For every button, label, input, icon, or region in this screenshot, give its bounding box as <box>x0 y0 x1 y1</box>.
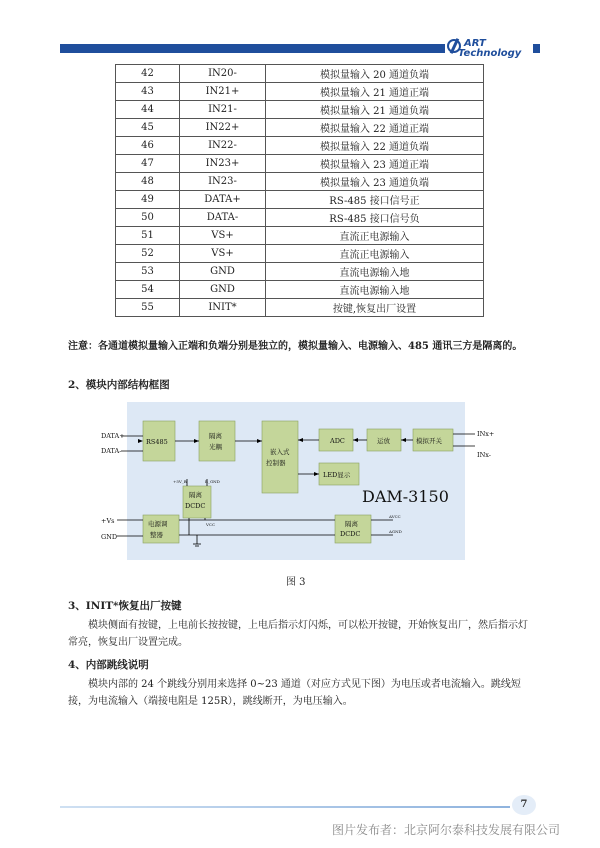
pin-number-cell: 47 <box>116 155 180 173</box>
company-logo <box>447 38 532 60</box>
mcu-block <box>262 421 298 493</box>
in-plus-label: INx+ <box>477 430 494 438</box>
section-3-title: 3、INIT*恢复出厂按键 <box>68 600 182 612</box>
pin-function-cell: 模拟量输入 21 通道正端 <box>266 83 484 101</box>
pin-function-cell: 直流正电源输入 <box>266 245 484 263</box>
pin-function-cell: RS-485 接口信号负 <box>266 209 484 227</box>
pin-function-cell: 按键,恢复出厂设置 <box>266 299 484 317</box>
pin-number-cell: 46 <box>116 137 180 155</box>
regulator-label-2: 整器 <box>150 531 163 539</box>
pin-name-cell: GND <box>180 263 266 281</box>
page-number: 7 <box>512 795 536 815</box>
pin-name-cell: GND <box>180 281 266 299</box>
logo-line2: Technology <box>458 48 522 59</box>
publisher-watermark: 图片发布者：北京阿尔泰科技发展有限公司 <box>332 823 561 837</box>
pin-number-cell: 53 <box>116 263 180 281</box>
model-label: DAM-3150 <box>362 487 449 506</box>
section-3-body: 模块侧面有按键，上电前长按按键，上电后指示灯闪烁，可以松开按键，开始恢复出厂，然后指示灯常亮，恢复出厂设置完成。 <box>68 620 528 648</box>
table-row <box>116 155 484 173</box>
opto-label-1: 隔离 <box>209 432 222 440</box>
table-row <box>116 83 484 101</box>
dcdc-label-2: DCDC <box>185 502 206 510</box>
in-minus-label: INx- <box>477 451 492 459</box>
pin-name-cell: IN21+ <box>180 83 266 101</box>
isolation-note: 注意：各通道模拟量输入正端和负端分别是独立的，模拟量输入、电源输入、485 通讯三方是隔离的。 <box>68 341 523 352</box>
vcc-label: VCC <box>206 522 216 527</box>
pin-name-cell: DATA- <box>180 209 266 227</box>
pin-number-cell: 48 <box>116 173 180 191</box>
pin-name-cell: DATA+ <box>180 191 266 209</box>
pin-number-cell: 49 <box>116 191 180 209</box>
agnd-label: AGND <box>389 529 402 534</box>
pin-number-cell: 42 <box>116 65 180 83</box>
table-row <box>116 245 484 263</box>
table-row <box>116 263 484 281</box>
header-bar <box>60 44 445 53</box>
pin-function-cell: 直流电源输入地 <box>266 263 484 281</box>
footer-line <box>60 806 510 808</box>
section-2-title: 2、模块内部结构框图 <box>68 379 170 391</box>
dcdc-label-1: 隔离 <box>189 491 202 499</box>
table-row <box>116 191 484 209</box>
pin-function-cell: 模拟量输入 23 通道正端 <box>266 155 484 173</box>
table-row <box>116 65 484 83</box>
pin-name-cell: VS+ <box>180 227 266 245</box>
switch-label: 模拟开关 <box>416 437 442 445</box>
opto-isolator-block <box>199 421 235 461</box>
pin-name-cell: IN23+ <box>180 155 266 173</box>
vs-label: +Vs <box>101 517 115 525</box>
table-row <box>116 227 484 245</box>
pin-number-cell: 50 <box>116 209 180 227</box>
pin-name-cell: VS+ <box>180 245 266 263</box>
rs485-label: RS485 <box>146 438 168 446</box>
header-bar-end <box>533 44 540 53</box>
pin-name-cell: IN23- <box>180 173 266 191</box>
block-diagram <box>99 399 494 563</box>
pin-function-cell: RS-485 接口信号正 <box>266 191 484 209</box>
pin-function-cell: 模拟量输入 22 通道负端 <box>266 137 484 155</box>
pin-function-cell: 直流电源输入地 <box>266 281 484 299</box>
pin-number-cell: 55 <box>116 299 180 317</box>
pin-name-cell: INIT* <box>180 299 266 317</box>
table-row <box>116 173 484 191</box>
table-row <box>116 119 484 137</box>
pin-number-cell: 43 <box>116 83 180 101</box>
plus5v-label: +5V_B <box>173 479 187 484</box>
pin-name-cell: IN20- <box>180 65 266 83</box>
data-minus-label: DATA- <box>101 447 122 455</box>
dcdc2-label-1: 隔离 <box>345 520 358 528</box>
pin-number-cell: 54 <box>116 281 180 299</box>
table-row <box>116 209 484 227</box>
avcc-label: AVCC <box>389 514 401 519</box>
pin-number-cell: 51 <box>116 227 180 245</box>
pin-number-cell: 52 <box>116 245 180 263</box>
pin-table <box>115 64 484 317</box>
table-row <box>116 101 484 119</box>
regulator-label-1: 电源调 <box>148 520 168 528</box>
figure-caption: 图 3 <box>286 577 306 588</box>
amp-label: 运放 <box>377 437 390 445</box>
gnd-label: GND <box>101 533 118 541</box>
bgnd-label: B_GND <box>205 479 220 484</box>
adc-label: ADC <box>330 437 345 445</box>
pin-function-cell: 模拟量输入 23 通道负端 <box>266 173 484 191</box>
table-row <box>116 137 484 155</box>
data-plus-label: DATA+ <box>101 432 125 440</box>
section-4-body: 模块内部的 24 个跳线分别用来选择 0~23 通道（对应方式见下图）为电压或者电流输入。跳线短接，为电流输入（端接电阻是 125R），跳线断开，为电压输入。 <box>68 679 521 707</box>
mcu-label-2: 控制器 <box>266 459 286 467</box>
logo-line1: ART <box>464 38 486 49</box>
pin-number-cell: 45 <box>116 119 180 137</box>
pin-number-cell: 44 <box>116 101 180 119</box>
pin-function-cell: 模拟量输入 22 通道正端 <box>266 119 484 137</box>
pin-function-cell: 模拟量输入 21 通道负端 <box>266 101 484 119</box>
led-label: LED显示 <box>323 471 351 479</box>
pin-name-cell: IN22+ <box>180 119 266 137</box>
pin-name-cell: IN22- <box>180 137 266 155</box>
opto-label-2: 光耦 <box>209 443 222 451</box>
mcu-label-1: 嵌入式 <box>270 448 290 456</box>
table-row <box>116 299 484 317</box>
pin-name-cell: IN21- <box>180 101 266 119</box>
table-row <box>116 281 484 299</box>
dcdc2-label-2: DCDC <box>340 530 361 538</box>
pin-function-cell: 模拟量输入 20 通道负端 <box>266 65 484 83</box>
section-4-title: 4、内部跳线说明 <box>68 659 149 671</box>
pin-function-cell: 直流正电源输入 <box>266 227 484 245</box>
